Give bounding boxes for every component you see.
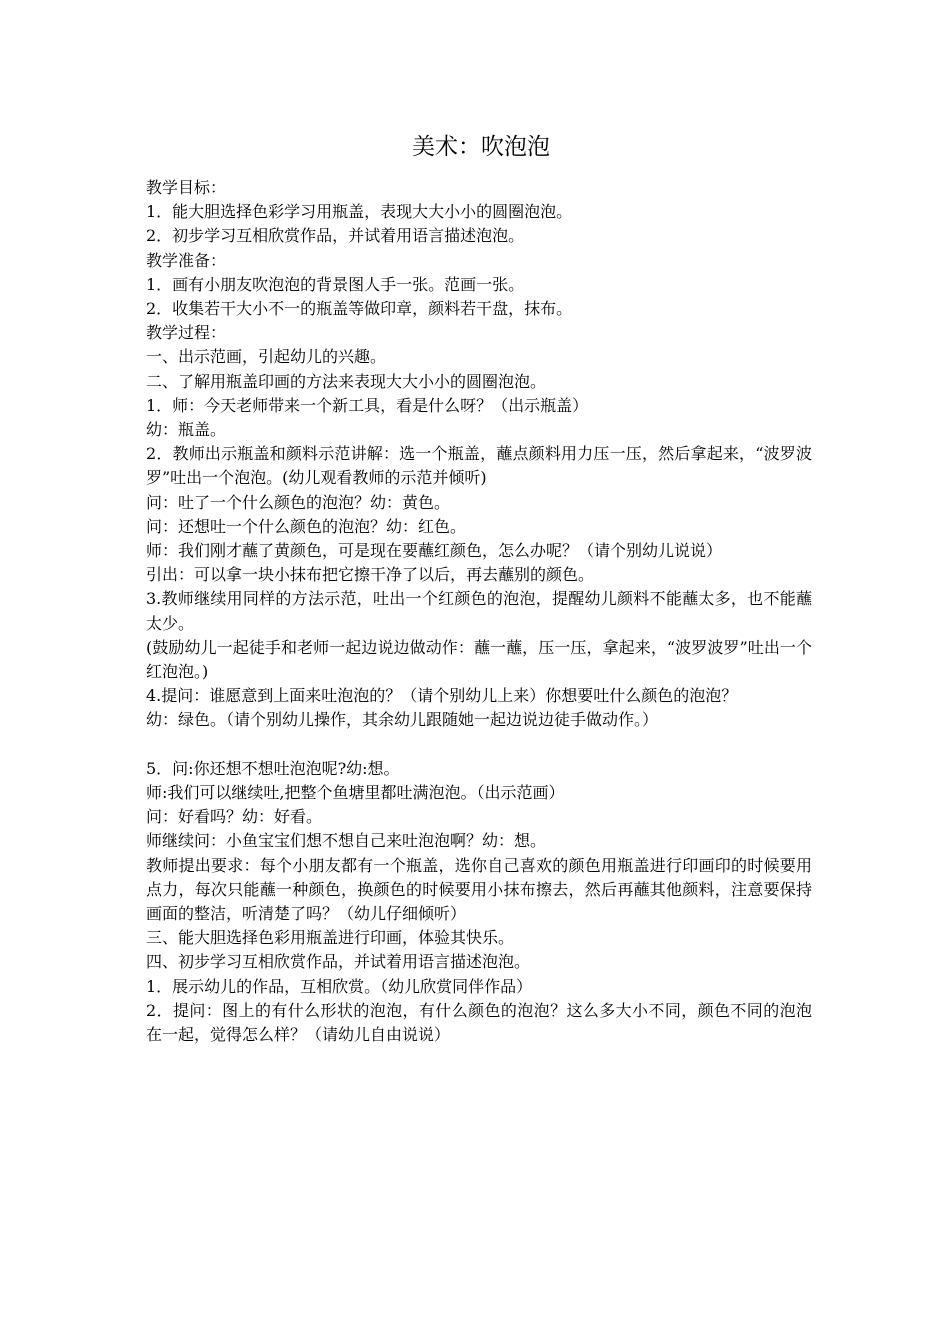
paragraph: 引出：可以拿一块小抹布把它擦干净了以后，再去蘸别的颜色。 [146, 565, 595, 585]
paragraph: 四、初步学习互相欣赏作品，并试着用语言描述泡泡。 [146, 952, 531, 972]
paragraph: 5．问:你还想不想吐泡泡呢?幼:想。 [146, 758, 400, 778]
paragraph: 一、出示范画，引起幼儿的兴趣。 [146, 347, 387, 367]
paragraph: 三、能大胆选择色彩用瓶盖进行印画，体验其快乐。 [146, 928, 515, 948]
paragraph: 2．教师出示瓶盖和颜料示范讲解：选一个瓶盖，蘸点颜料用力压一压，然后拿起来，“波罗波罗”吐出一个泡泡。(幼儿观看教师的示范并倾听) [146, 444, 812, 488]
paragraph: 1．画有小朋友吹泡泡的背景图人手一张。范画一张。 [146, 274, 525, 294]
paragraph: 1．师：今天老师带来一个新工具，看是什么呀？（出示瓶盖） [146, 395, 589, 415]
paragraph: 1．展示幼儿的作品，互相欣赏。（幼儿欣赏同伴作品） [146, 976, 533, 996]
document-page [146, 130, 812, 1047]
paragraph: 问：还想吐一个什么颜色的泡泡？幼：红色。 [146, 516, 467, 536]
paragraph: 2．提问：图上的有什么形状的泡泡，有什么颜色的泡泡？这么多大小不同，颜色不同的泡泡在一起，觉得怎么样？（请幼儿自由说说） [146, 1000, 812, 1045]
paragraph: 1．能大胆选择色彩学习用瓶盖，表现大大小小的圆圈泡泡。 [146, 202, 573, 222]
paragraph: 3.教师继续用同样的方法示范，吐出一个红颜色的泡泡，提醒幼儿颜料不能蘸太多，也不能蘸太少。 [146, 589, 812, 633]
paragraph: 2．初步学习互相欣赏作品，并试着用语言描述泡泡。 [146, 226, 525, 246]
paragraph: (鼓励幼儿一起徒手和老师一起边说边做动作：蘸一蘸，压一压，拿起来，“波罗波罗”吐出一个红泡泡。) [146, 637, 812, 682]
paragraph: 教学过程： [146, 323, 227, 343]
paragraph: 师：我们刚才蘸了黄颜色，可是现在要蘸红颜色，怎么办呢？（请个别幼儿说说） [146, 541, 723, 561]
paragraph: 师:我们可以继续吐,把整个鱼塘里都吐满泡泡。（出示范画） [146, 783, 565, 803]
paragraph: 问：吐了一个什么颜色的泡泡？幼：黄色。 [146, 492, 451, 512]
paragraph: 问：好看吗？幼：好看。 [146, 807, 323, 827]
paragraph: 幼：瓶盖。 [146, 420, 227, 440]
paragraph: 二、了解用瓶盖印画的方法来表现大大小小的圆圈泡泡。 [146, 371, 547, 391]
paragraph: 教学目标： [146, 178, 227, 197]
paragraph: 2．收集若干大小不一的瓶盖等做印章，颜料若干盘，抹布。 [146, 299, 573, 319]
document-title: 美术：吹泡泡 [412, 134, 550, 160]
blank-line [146, 733, 812, 757]
paragraph: 4.提问：谁愿意到上面来吐泡泡的？（请个别幼儿上来）你想要吐什么颜色的泡泡？ [146, 686, 738, 706]
paragraph: 教学准备： [146, 250, 227, 270]
paragraph: 幼：绿色。（请个别幼儿操作，其余幼儿跟随她一起边说边徒手做动作。） [146, 710, 659, 730]
document-body [146, 176, 812, 1047]
paragraph: 师继续问：小鱼宝宝们想不想自己来吐泡泡啊？幼：想。 [146, 831, 547, 851]
paragraph: 教师提出要求：每个小朋友都有一个瓶盖，选你自己喜欢的颜色用瓶盖进行印画印的时候要用点力，每次只能蘸一种颜色，换颜色的时候要用小抹布擦去，然后再蘸其他颜料，注意要保持画面的整洁，听清楚了吗？（幼儿仔细倾听） [146, 855, 812, 924]
